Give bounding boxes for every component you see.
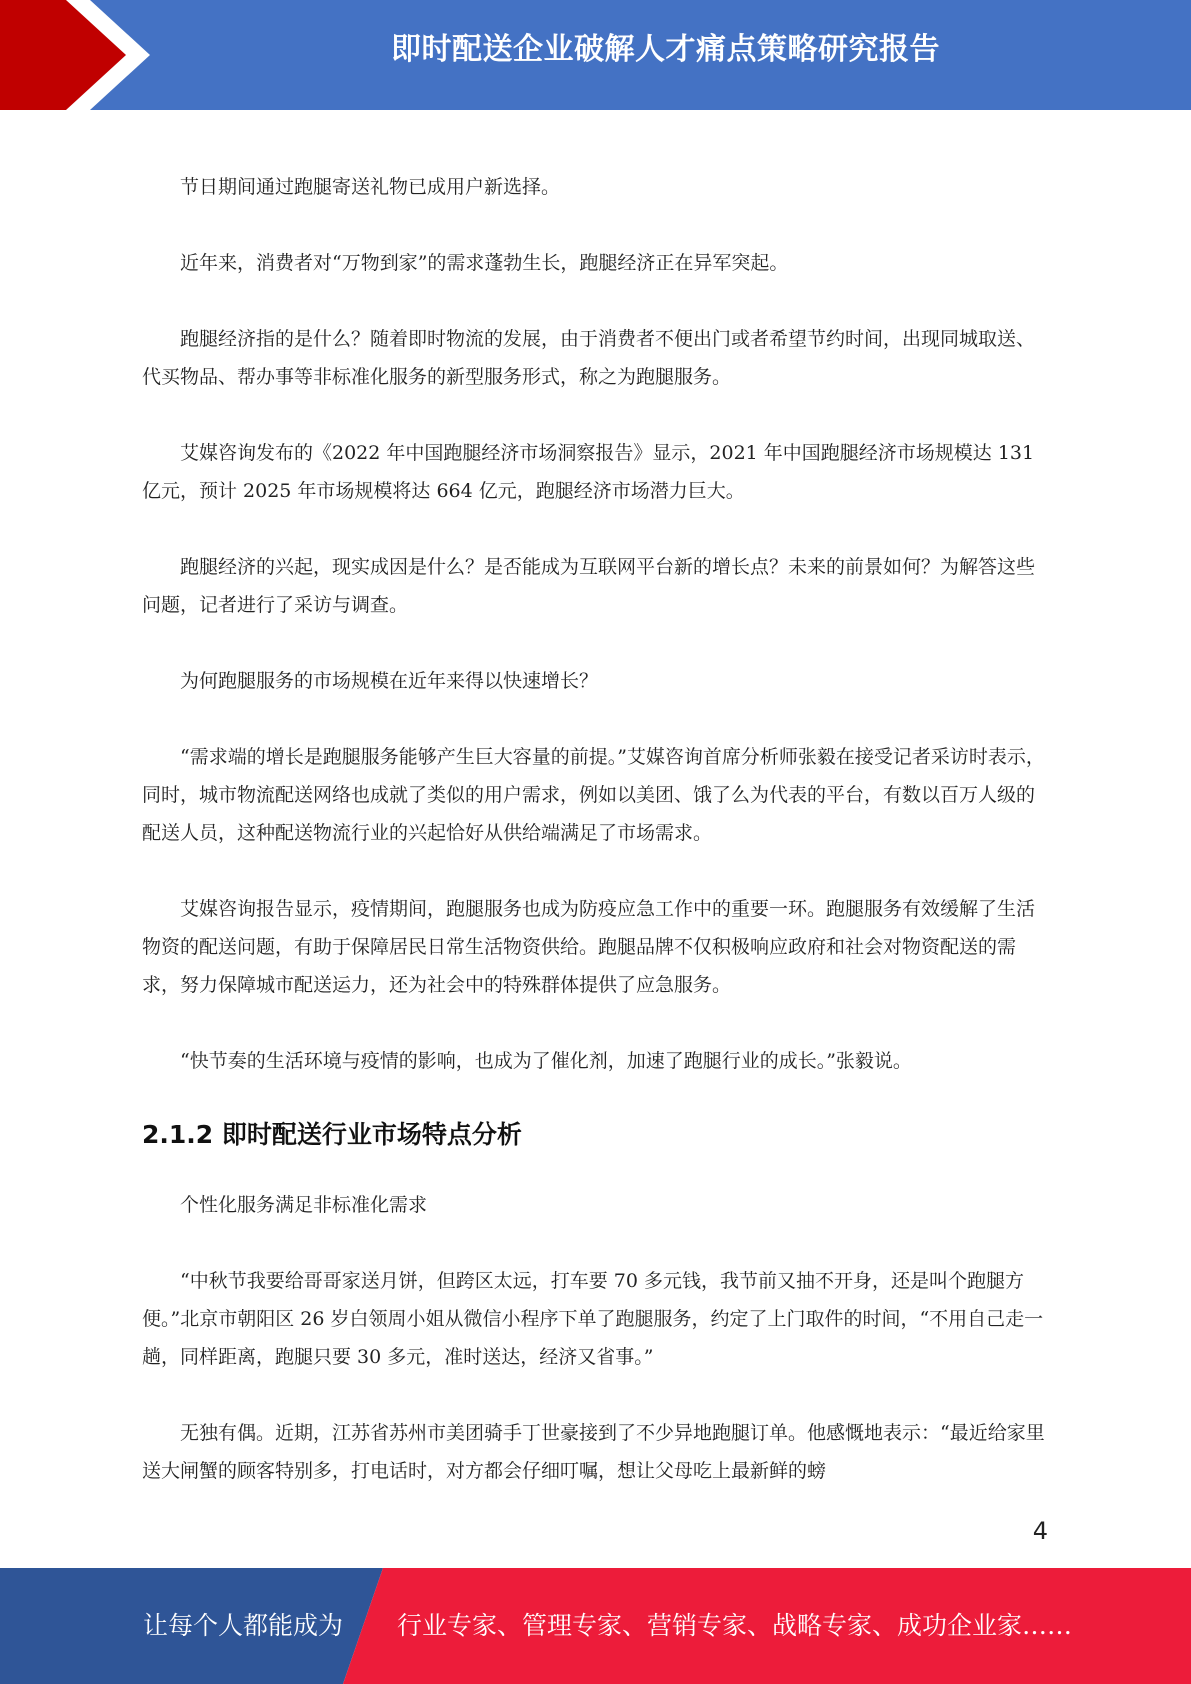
footer-slogan-left: 让每个人都能成为 bbox=[143, 1611, 344, 1640]
paragraph: 跑腿经济指的是什么？随着即时物流的发展，由于消费者不便出门或者希望节约时间，出现同城取送、代买物品、帮办事等非标准化服务的新型服务形式，称之为跑腿服务。 bbox=[142, 328, 1036, 388]
paragraph: “需求端的增长是跑腿服务能够产生巨大容量的前提。”艾媒咨询首席分析师张毅在接受记者采访时表示，同时，城市物流配送网络也成就了类似的用户需求，例如以美团、饿了么为代表的平台，有数以百万人级的配送人员，这种配送物流行业的兴起恰好从供给端满足了市场需求。 bbox=[142, 746, 1045, 844]
paragraph: “中秋节我要给哥哥家送月饼，但跨区太远，打车要 70 多元钱，我节前又抽不开身，还是叫个跑腿方便。”北京市朝阳区 26 岁白领周小姐从微信小程序下单了跑腿服务，约定了上门取件的时间，“不用自己走一趟，同样距离，跑腿只要 30 多元，准时送达，经济又省事。” bbox=[142, 1270, 1044, 1368]
paragraph: 跑腿经济的兴起，现实成因是什么？是否能成为互联网平台新的增长点？未来的前景如何？为解答这些问题，记者进行了采访与调查。 bbox=[142, 556, 1036, 616]
paragraph: 个性化服务满足非标准化需求 bbox=[180, 1194, 428, 1216]
page-header bbox=[0, 0, 1191, 110]
footer-slogan-right: 行业专家、管理专家、营销专家、战略专家、成功企业家…… bbox=[397, 1611, 1073, 1640]
paragraph: 为何跑腿服务的市场规模在近年来得以快速增长？ bbox=[180, 670, 599, 692]
paragraph: 节日期间通过跑腿寄送礼物已成用户新选择。 bbox=[180, 176, 561, 198]
paragraph: “快节奏的生活环境与疫情的影响，也成为了催化剂，加速了跑腿行业的成长。”张毅说。 bbox=[180, 1050, 912, 1072]
header-title: 即时配送企业破解人才痛点策略研究报告 bbox=[391, 32, 940, 67]
page-number: 4 bbox=[1032, 1517, 1048, 1545]
document-body bbox=[142, 168, 1048, 1528]
paragraph: 艾媒咨询发布的《2022 年中国跑腿经济市场洞察报告》显示，2021 年中国跑腿经济市场规模达 131 亿元，预计 2025 年市场规模将达 664 亿元，跑腿经济市场潜力巨大。 bbox=[142, 442, 1035, 502]
page-footer bbox=[0, 1568, 1191, 1684]
paragraph: 近年来，消费者对“万物到家”的需求蓬勃生长，跑腿经济正在异军突起。 bbox=[180, 252, 789, 274]
paragraph: 无独有偶。近期，江苏省苏州市美团骑手丁世豪接到了不少异地跑腿订单。他感慨地表示：“最近给家里送大闸蟹的顾客特别多，打电话时，对方都会仔细叮嘱，想让父母吃上最新鲜的螃 bbox=[142, 1422, 1045, 1482]
section-heading: 2.1.2 即时配送行业市场特点分析 bbox=[142, 1120, 522, 1149]
paragraph: 艾媒咨询报告显示，疫情期间，跑腿服务也成为防疫应急工作中的重要一环。跑腿服务有效缓解了生活物资的配送问题，有助于保障居民日常生活物资供给。跑腿品牌不仅积极响应政府和社会对物资配送的需求，努力保障城市配送运力，还为社会中的特殊群体提供了应急服务。 bbox=[142, 898, 1036, 996]
